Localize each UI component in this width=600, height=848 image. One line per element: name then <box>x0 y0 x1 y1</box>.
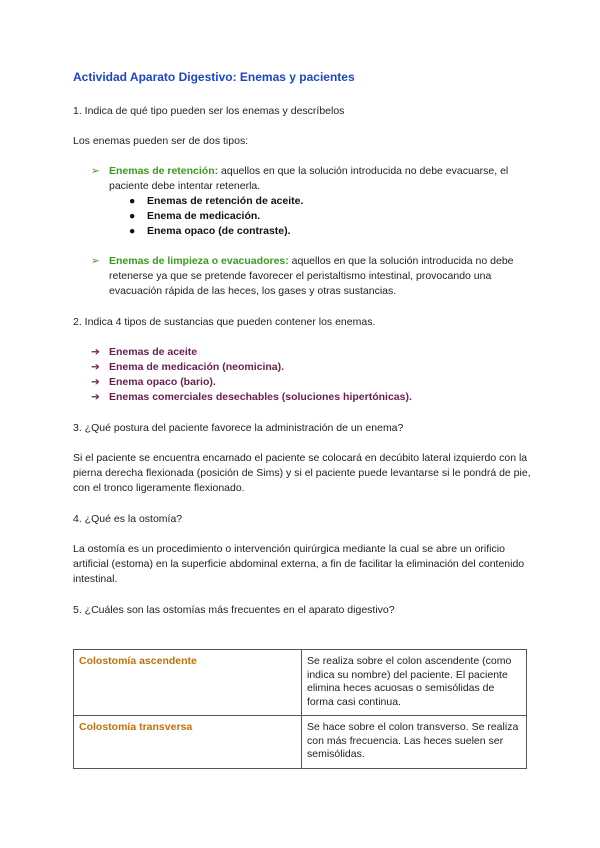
question-2: 2. Indica 4 tipos de sustancias que pueden contener los enemas. <box>73 316 376 328</box>
table-cell-desc: Se realiza sobre el colon ascendente (como indica su nombre) del paciente. El paciente elimina heces acuosas o semisólidas de forma casi continua. <box>302 650 527 716</box>
document-title: Actividad Aparato Digestivo: Enemas y pacientes <box>73 70 355 84</box>
arrowhead-icon: ➢ <box>91 165 100 177</box>
table-cell-name: Colostomía transversa <box>74 716 302 769</box>
arrowhead-icon: ➢ <box>91 255 100 267</box>
question-3: 3. ¿Qué postura del paciente favorece la administración de un enema? <box>73 422 404 434</box>
list-item: ● Enema de medicación. <box>129 210 261 222</box>
right-arrow-icon: ➔ <box>91 346 100 358</box>
table-row <box>74 650 527 716</box>
table-row <box>74 716 527 769</box>
intro-text: Los enemas pueden ser de dos tipos: <box>73 135 249 147</box>
retention-label: Enemas de retención: <box>109 165 219 177</box>
list-item: ➔ Enema de medicación (neomicina). <box>91 361 285 373</box>
table-cell-name: Colostomía ascendente <box>74 650 302 716</box>
question-5: 5. ¿Cuáles son las ostomías más frecuentes en el aparato digestivo? <box>73 604 395 616</box>
retention-desc: aquellos en que la solución introducida no debe evacuarse, el paciente debe intentar retenerla. <box>109 165 509 192</box>
ostomy-table <box>73 649 527 769</box>
right-arrow-icon: ➔ <box>91 391 100 403</box>
question-1: 1. Indica de qué tipo pueden ser los enemas y descríbelos <box>73 105 345 117</box>
answer-4: La ostomía es un procedimiento o intervención quirúrgica mediante la cual se abre un orificio artificial (estoma) en la superficie abdominal externa, a fin de facilitar la eliminación del contenido intestinal. <box>73 543 525 585</box>
list-item: ➔ Enemas comerciales desechables (soluciones hipertónicas). <box>91 391 412 403</box>
question-4: 4. ¿Qué es la ostomía? <box>73 513 183 525</box>
cleansing-label: Enemas de limpieza o evacuadores: <box>109 255 289 267</box>
list-item: ➔ Enemas de aceite <box>91 346 198 358</box>
enema-type-cleansing <box>91 254 531 299</box>
cleansing-desc: aquellos en que la solución introducida no debe retenerse ya que se pretende favorecer el peristaltismo intestinal, provocando una evacuación rápida de las heces, los gases y otras sustancias. <box>109 255 514 297</box>
bullet-dot-icon: ● <box>129 195 136 207</box>
bullet-dot-icon: ● <box>129 210 136 222</box>
right-arrow-icon: ➔ <box>91 376 100 388</box>
right-arrow-icon: ➔ <box>91 361 100 373</box>
enema-type-retention <box>91 164 531 194</box>
table-cell-desc: Se hace sobre el colon transverso. Se realiza con más frecuencia. Las heces suelen ser semisólidas. <box>302 716 527 769</box>
bullet-dot-icon: ● <box>129 225 136 237</box>
list-item: ● Enema opaco (de contraste). <box>129 225 291 237</box>
list-item: ➔ Enema opaco (bario). <box>91 376 216 388</box>
list-item: ● Enemas de retención de aceite. <box>129 195 304 207</box>
answer-3: Si el paciente se encuentra encamado el paciente se colocará en decúbito lateral izquierdo con la pierna derecha flexionada (posición de Sims) y si el paciente puede levantarse si le pondrá de pie, con el tronco ligeramente flexionado. <box>73 452 531 494</box>
